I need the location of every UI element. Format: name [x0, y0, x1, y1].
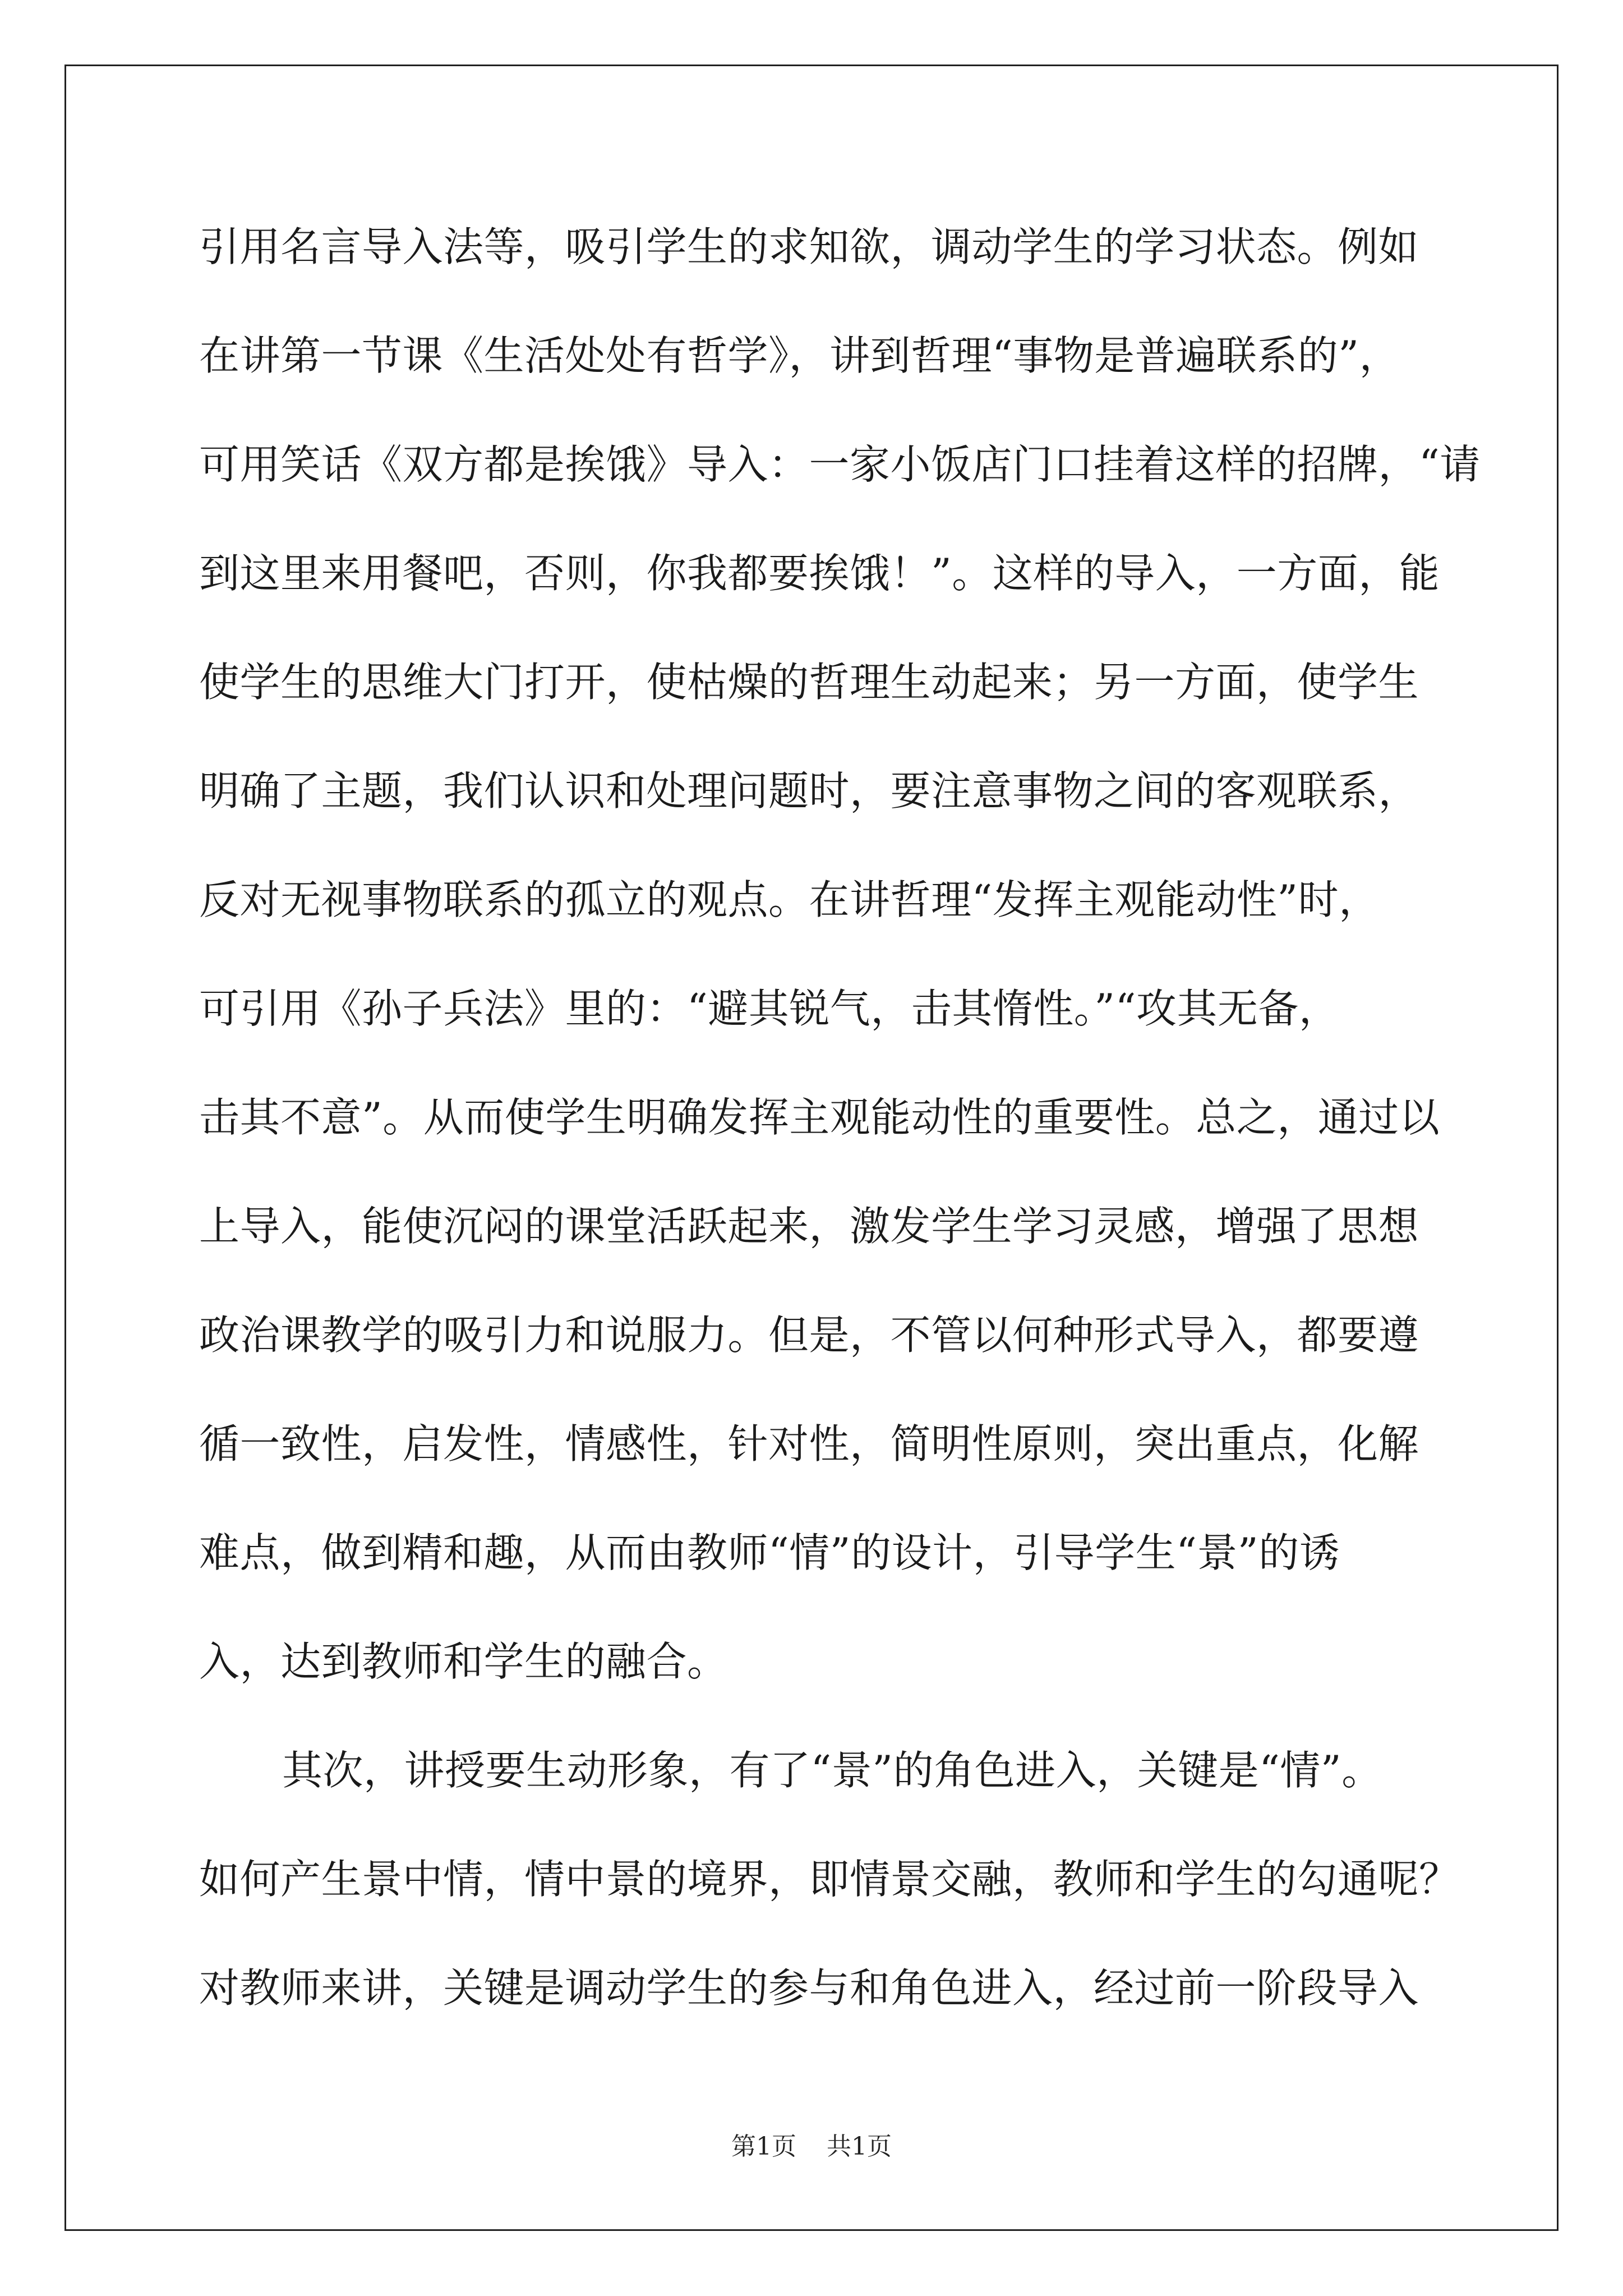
- text-line: 如何产生景中情，情中景的境界，即情景交融，教师和学生的勾通呢？: [199, 1856, 1460, 1903]
- text-line: 难点，做到精和趣，从而由教师“情”的设计，引导学生“景”的诱: [199, 1529, 1340, 1576]
- text-line: 可用笑话《双方都是挨饿》导入：一家小饭店门口挂着这样的招牌，“请: [199, 441, 1481, 488]
- text-line: 政治课教学的吸引力和说服力。但是，不管以何种形式导入，都要遵: [199, 1312, 1419, 1359]
- page-number: 第1页: [731, 2132, 796, 2161]
- text-line: 到这里来用餐吧，否则，你我都要挨饿！”。这样的导入，一方面，能: [199, 550, 1440, 597]
- text-line: 使学生的思维大门打开，使枯燥的哲理生动起来；另一方面，使学生: [199, 659, 1419, 706]
- paragraph-start-line: 其次，讲授要生动形象，有了“景”的角色进入，关键是“情”。: [282, 1747, 1382, 1794]
- document-body: [199, 213, 1481, 2063]
- page-footer: [0, 2126, 1623, 2162]
- text-line: 可引用《孙子兵法》里的：“避其锐气，击其惰性。”“攻其无备，: [199, 985, 1340, 1032]
- text-line: 击其不意”。从而使学生明确发挥主观能动性的重要性。总之，通过以: [199, 1094, 1440, 1141]
- text-line: 反对无视事物联系的孤立的观点。在讲哲理“发挥主观能动性”时，: [199, 876, 1380, 923]
- text-line: 引用名言导入法等，吸引学生的求知欲，调动学生的学习状态。例如: [199, 223, 1419, 270]
- page-total: 共1页: [827, 2132, 892, 2161]
- text-line: 对教师来讲，关键是调动学生的参与和角色进入，经过前一阶段导入: [199, 1964, 1419, 2012]
- text-line: 在讲第一节课《生活处处有哲学》，讲到哲理“事物是普遍联系的”，: [199, 332, 1400, 379]
- text-line: 上导入，能使沉闷的课堂活跃起来，激发学生学习灵感，增强了思想: [199, 1203, 1419, 1250]
- text-line: 明确了主题，我们认识和处理问题时，要注意事物之间的客观联系，: [199, 767, 1419, 815]
- text-line: 循一致性，启发性，情感性，针对性，简明性原则，突出重点，化解: [199, 1420, 1419, 1467]
- text-line: 入，达到教师和学生的融合。: [199, 1638, 728, 1685]
